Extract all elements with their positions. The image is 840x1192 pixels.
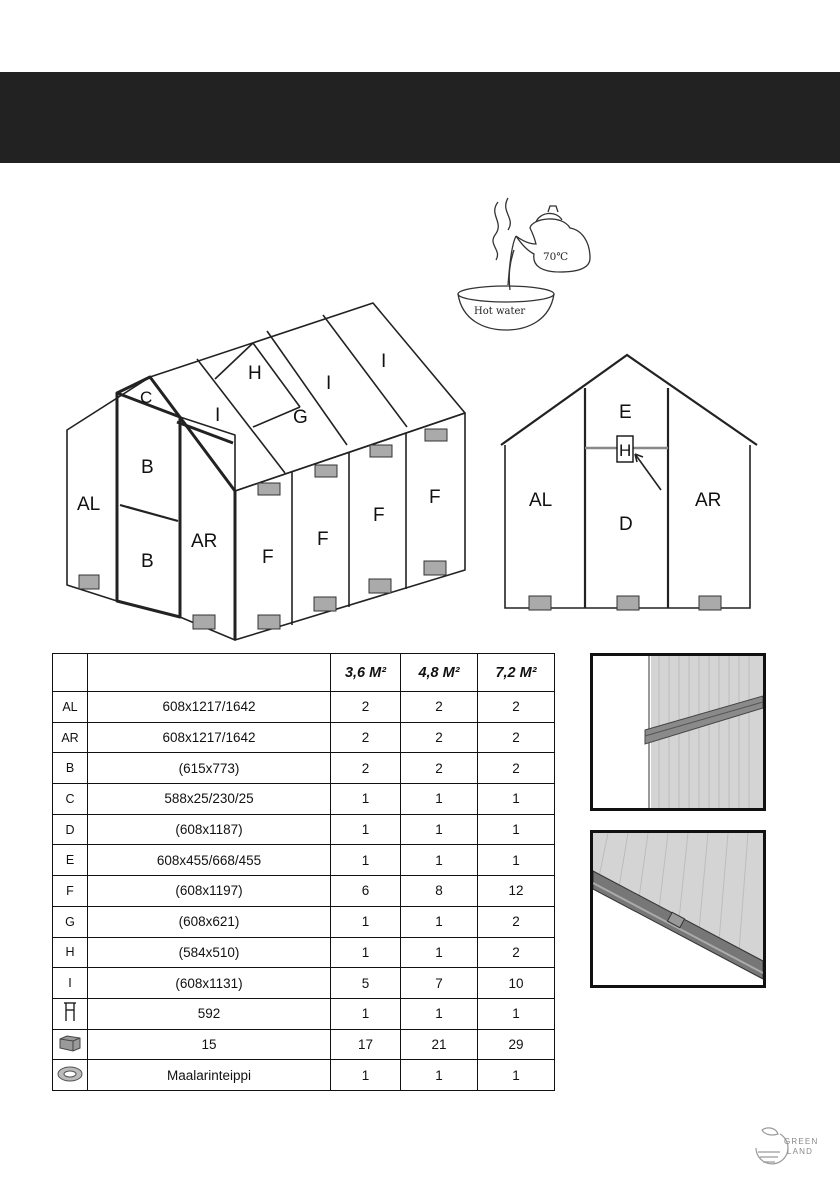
row-qty-72: 2 xyxy=(478,937,555,968)
panel-label-f-2: F xyxy=(317,529,329,550)
row-qty-48: 1 xyxy=(401,784,478,815)
panel-label-al: AL xyxy=(77,494,101,515)
row-size: (608x1197) xyxy=(88,876,331,907)
row-size: 15 xyxy=(88,1029,331,1060)
panel-label-ar: AR xyxy=(191,531,218,552)
gable-label-d: D xyxy=(619,514,633,535)
gable-end-diagram xyxy=(495,350,770,615)
table-header-row xyxy=(53,654,555,692)
table-row xyxy=(53,968,555,999)
row-code xyxy=(53,1060,88,1091)
row-qty-36: 2 xyxy=(331,722,401,753)
row-code: AL xyxy=(53,692,88,723)
gable-label-al: AL xyxy=(529,490,553,511)
row-size: 608x1217/1642 xyxy=(88,722,331,753)
row-code: C xyxy=(53,784,88,815)
parts-table xyxy=(52,653,555,1091)
row-qty-72: 2 xyxy=(478,753,555,784)
panel-label-c: C xyxy=(140,388,153,407)
row-qty-72: 12 xyxy=(478,876,555,907)
base-clip-icons xyxy=(79,429,447,629)
row-qty-36: 1 xyxy=(331,1060,401,1091)
kettle-icon xyxy=(516,219,590,272)
row-size: Maalarinteippi xyxy=(88,1060,331,1091)
table-row xyxy=(53,753,555,784)
row-qty-72: 2 xyxy=(478,722,555,753)
row-size: 588x25/230/25 xyxy=(88,784,331,815)
row-qty-48: 1 xyxy=(401,845,478,876)
row-qty-36: 1 xyxy=(331,937,401,968)
row-qty-36: 6 xyxy=(331,876,401,907)
temperature-label: 70℃ xyxy=(543,251,569,263)
row-code: I xyxy=(53,968,88,999)
gable-label-h: H xyxy=(619,441,632,460)
row-code: B xyxy=(53,753,88,784)
table-row xyxy=(53,692,555,723)
panel-label-i-mid: I xyxy=(326,373,332,394)
row-qty-48: 21 xyxy=(401,1029,478,1060)
row-qty-36: 1 xyxy=(331,784,401,815)
row-qty-48: 1 xyxy=(401,814,478,845)
row-size: (608x1187) xyxy=(88,814,331,845)
row-qty-72: 29 xyxy=(478,1029,555,1060)
gable-label-e: E xyxy=(619,402,632,423)
row-qty-72: 1 xyxy=(478,845,555,876)
leaf-logo-icon xyxy=(750,1122,820,1170)
header-4-8: 4,8 M² xyxy=(401,654,478,692)
panel-label-b-lower: B xyxy=(141,551,154,572)
header-code xyxy=(53,654,88,692)
greenhouse-diagram xyxy=(55,295,475,645)
table-row xyxy=(53,906,555,937)
row-size: 608x1217/1642 xyxy=(88,692,331,723)
row-qty-48: 1 xyxy=(401,1060,478,1091)
row-qty-36: 2 xyxy=(331,692,401,723)
row-qty-48: 2 xyxy=(401,722,478,753)
table-row xyxy=(53,722,555,753)
table-row xyxy=(53,998,555,1029)
panel-label-f-3: F xyxy=(373,505,385,526)
row-qty-72: 1 xyxy=(478,998,555,1029)
panel-label-i-right: I xyxy=(381,351,387,372)
row-qty-72: 1 xyxy=(478,814,555,845)
row-size: (608x1131) xyxy=(88,968,331,999)
row-qty-36: 1 xyxy=(331,998,401,1029)
table-row xyxy=(53,845,555,876)
table-row xyxy=(53,784,555,815)
row-code xyxy=(53,1029,88,1060)
gable-label-ar: AR xyxy=(695,490,722,511)
tape-roll-icon xyxy=(56,1065,84,1083)
header-banner xyxy=(0,72,840,163)
row-code: AR xyxy=(53,722,88,753)
row-code: D xyxy=(53,814,88,845)
row-qty-48: 2 xyxy=(401,692,478,723)
row-qty-72: 10 xyxy=(478,968,555,999)
row-code xyxy=(53,998,88,1029)
clip-icon xyxy=(57,1034,83,1052)
header-size xyxy=(88,654,331,692)
greenland-logo xyxy=(750,1122,820,1170)
row-code: G xyxy=(53,906,88,937)
row-size: (615x773) xyxy=(88,753,331,784)
row-qty-48: 1 xyxy=(401,998,478,1029)
logo-text-land: LAND xyxy=(787,1147,814,1156)
table-row xyxy=(53,814,555,845)
panel-label-g: G xyxy=(293,407,308,428)
row-qty-48: 8 xyxy=(401,876,478,907)
h-profile-icon xyxy=(62,1001,78,1023)
row-qty-72: 2 xyxy=(478,906,555,937)
row-qty-48: 1 xyxy=(401,906,478,937)
row-code: E xyxy=(53,845,88,876)
row-qty-72: 2 xyxy=(478,692,555,723)
panel-label-f-4: F xyxy=(429,487,441,508)
row-qty-36: 1 xyxy=(331,906,401,937)
detail-inset-clip xyxy=(590,830,766,988)
logo-text-green: GREEN xyxy=(784,1137,819,1146)
panel-label-f-1: F xyxy=(262,547,274,568)
row-qty-48: 2 xyxy=(401,753,478,784)
row-code: H xyxy=(53,937,88,968)
row-qty-72: 1 xyxy=(478,1060,555,1091)
table-row xyxy=(53,876,555,907)
steam-icon xyxy=(493,202,498,260)
row-qty-36: 5 xyxy=(331,968,401,999)
panel-label-i-left: I xyxy=(215,405,221,426)
row-qty-36: 1 xyxy=(331,814,401,845)
table-row xyxy=(53,1029,555,1060)
panel-label-b-upper: B xyxy=(141,457,154,478)
hot-water-label: Hot water xyxy=(474,306,526,317)
table-row xyxy=(53,937,555,968)
detail-inset-h-profile xyxy=(590,653,766,811)
row-size: 608x455/668/455 xyxy=(88,845,331,876)
row-qty-48: 7 xyxy=(401,968,478,999)
row-code: F xyxy=(53,876,88,907)
header-3-6: 3,6 M² xyxy=(331,654,401,692)
row-size: 592 xyxy=(88,998,331,1029)
row-qty-36: 1 xyxy=(331,845,401,876)
row-qty-36: 2 xyxy=(331,753,401,784)
row-size: (584x510) xyxy=(88,937,331,968)
row-qty-48: 1 xyxy=(401,937,478,968)
header-7-2: 7,2 M² xyxy=(478,654,555,692)
row-qty-72: 1 xyxy=(478,784,555,815)
row-qty-36: 17 xyxy=(331,1029,401,1060)
panel-label-h: H xyxy=(248,363,262,384)
row-size: (608x621) xyxy=(88,906,331,937)
table-row xyxy=(53,1060,555,1091)
